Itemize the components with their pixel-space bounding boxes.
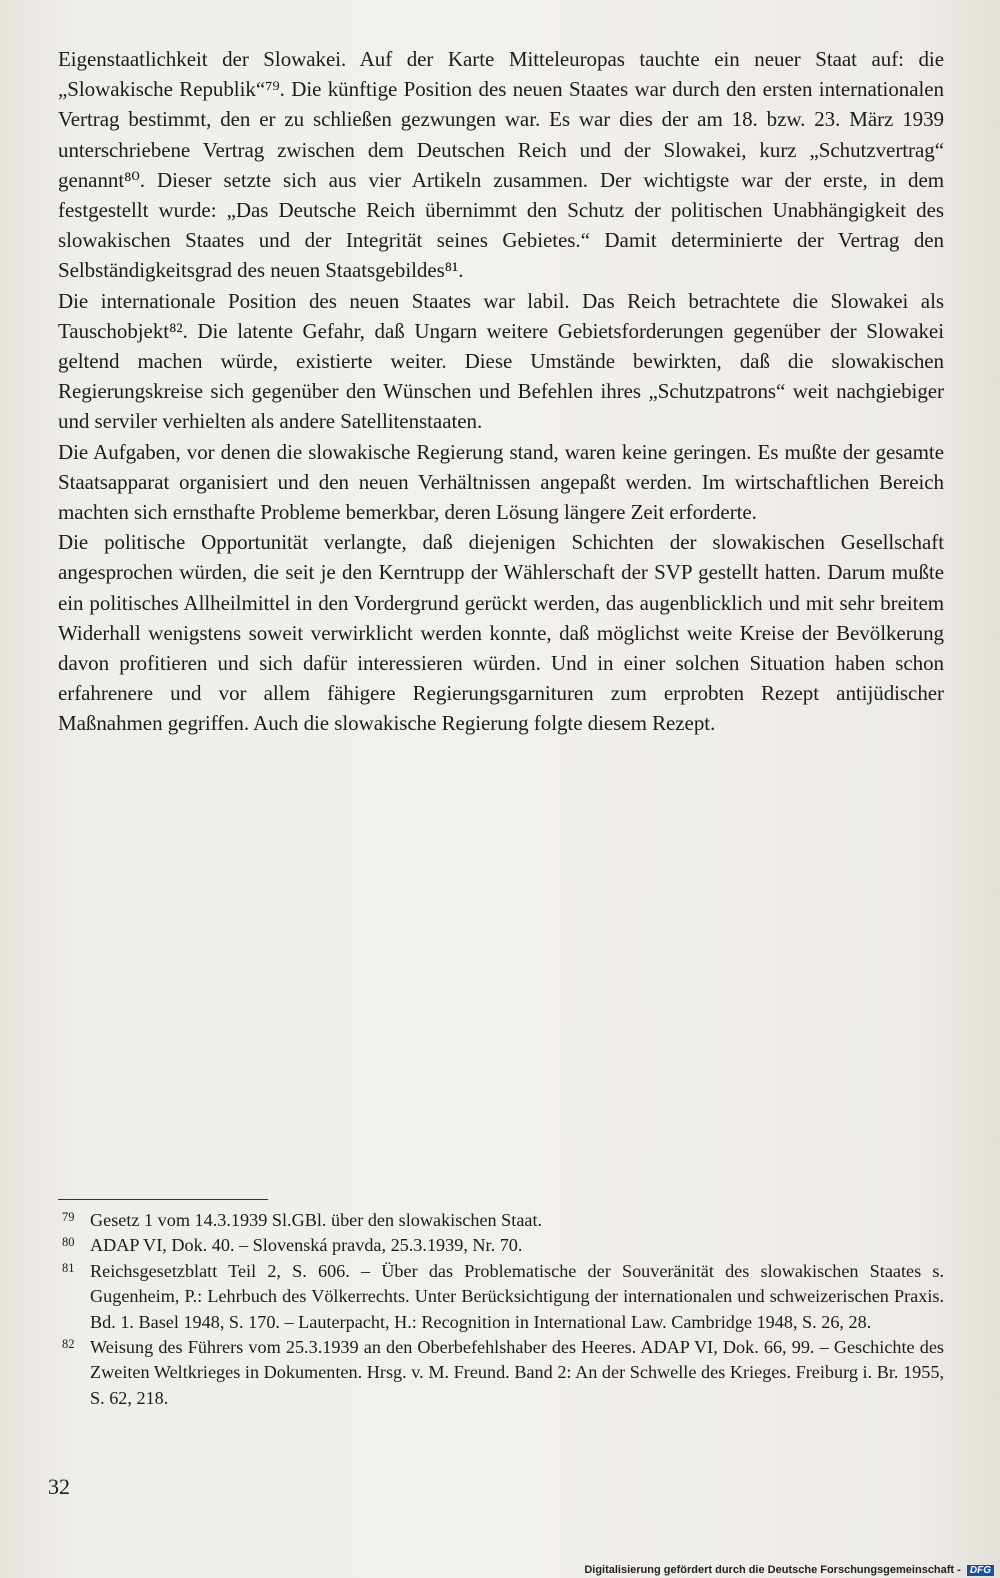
main-text bbox=[58, 44, 944, 739]
footnote bbox=[58, 1208, 944, 1233]
page-number: 32 bbox=[48, 1474, 70, 1499]
digitization-credit bbox=[584, 1564, 994, 1576]
footnotes bbox=[58, 1208, 944, 1411]
paragraph: Eigenstaatlichkeit der Slowakei. Auf der Karte Mitteleuropas tauchte ein neuer Staat auf: die „Slowakische Republik“⁷⁹. Die künftige Position des neuen Staates war durch den ersten internationalen Vertrag bestimmt, den er zu schließen gezwungen war. Es war dies der am 18. bzw. 23. März 1939 unterschriebene Vertrag zwischen dem Deutschen Reich und der Slowakei, kurz „Schutzvertrag“ genannt⁸⁰. Dieser setzte sich aus vier Artikeln zusammen. Der wichtigste war der erste, in dem festgestellt wurde: „Das Deutsche Reich übernimmt den Schutz der politischen Unabhängigkeit des slowakischen Staates und der Integrität seines Gebietes.“ Damit determinierte der Vertrag den Selbständigkeitsgrad des neuen Staatsgebildes⁸¹. bbox=[58, 47, 944, 283]
paragraph: Die Aufgaben, vor denen die slowakische Regierung stand, waren keine geringen. Es mußte der gesamte Staatsapparat organisiert und den neuen Verhältnissen angepaßt werden. Im wirtschaftlichen Bereich machten sich ernsthafte Probleme bemerkbar, deren Lösung längere Zeit erforderte. bbox=[58, 439, 944, 525]
footnote-number: 80 bbox=[62, 1235, 75, 1250]
footnote-text: Gesetz 1 vom 14.3.1939 Sl.GBl. über den slowakischen Staat. bbox=[90, 1210, 543, 1230]
footnote-number: 79 bbox=[62, 1210, 75, 1224]
footnote-text: Reichsgesetzblatt Teil 2, S. 606. – Über das Problematische der Souveränität des slowakischen Staates s. Gugenheim, P.: Lehrbuch des Völkerrechts. Unter Berücksichtigung der internationalen und schweizerischen Praxis. Bd. 1. Basel 1948, S. 170. – Lauterpacht, H.: Recognition in International Law. Cambridge 1948, S. 26, 28. bbox=[90, 1260, 944, 1332]
footnote-number: 81 bbox=[62, 1260, 75, 1275]
footnote-number: 82 bbox=[62, 1337, 75, 1352]
footnote bbox=[58, 1259, 944, 1335]
footnote-divider bbox=[58, 1199, 268, 1200]
footnote bbox=[58, 1233, 944, 1258]
footnote bbox=[58, 1335, 944, 1411]
dfg-logo: DFG bbox=[967, 1565, 994, 1576]
footnote-text: Weisung des Führers vom 25.3.1939 an den Oberbefehlshaber des Heeres. ADAP VI, Dok. 66, 99. – Geschichte des Zweiten Weltkrieges in Dokumenten. Hrsg. v. M. Freund. Band 2: An der Schwelle des Krieges. Freiburg i. Br. 1955, S. 62, 218. bbox=[90, 1337, 944, 1408]
paragraph: Die internationale Position des neuen Staates war labil. Das Reich betrachtete die Slowakei als Tauschobjekt⁸². Die latente Gefahr, daß Ungarn weitere Gebietsforderungen gegenüber der Slowakei geltend machen würde, existierte weiter. Diese Umstände bewirkten, daß die slowakischen Regierungskreise sich gegenüber den Wünschen und Befehlen ihres „Schutzpatrons“ weit nachgiebiger und serviler verhielten als andere Satellitenstaaten. bbox=[58, 288, 944, 434]
credit-text: Digitalisierung gefördert durch die Deutsche Forschungsgemeinschaft - bbox=[584, 1564, 961, 1576]
paragraph: Die politische Opportunität verlangte, daß diejenigen Schichten der slowakischen Gesellschaft angesprochen würden, die seit je den Kerntrupp der Wählerschaft der SVP gestellt hatten. Darum mußte ein politisches Allheilmittel in den Vordergrund gerückt werden, das augenblicklich und mit sehr breitem Widerhall wenigstens soweit verwirklicht werden konnte, daß möglichst weite Kreise der Bevölkerung davon profitieren und sich dafür interessieren würden. Und in einer solchen Situation haben schon erfahrenere und vor allem fähigere Regierungsgarnituren zum erprobten Rezept antijüdischer Maßnahmen gegriffen. Auch die slowakische Regierung folgte diesem Rezept. bbox=[58, 530, 944, 736]
footnote-text: ADAP VI, Dok. 40. – Slovenská pravda, 25.3.1939, Nr. 70. bbox=[90, 1235, 523, 1256]
